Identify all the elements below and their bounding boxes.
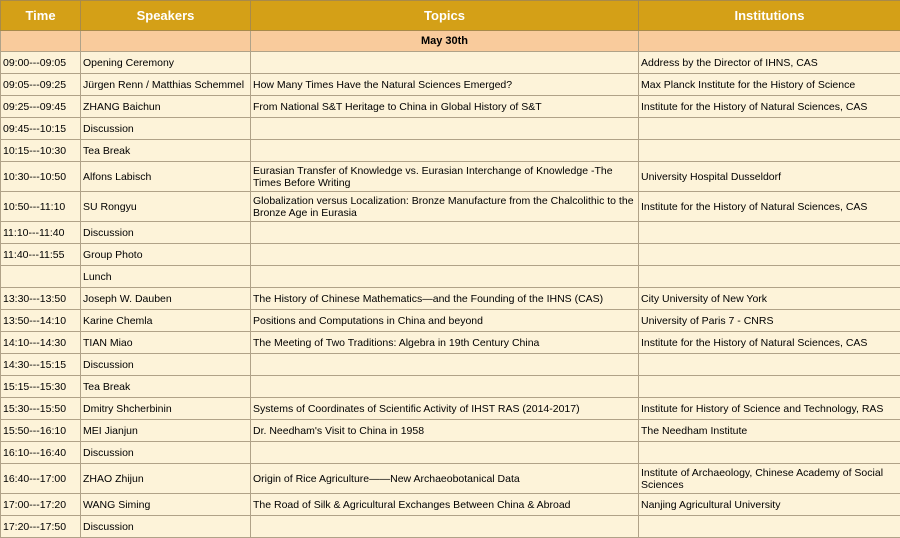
cell-topic: From National S&T Heritage to China in Global History of S&T <box>251 96 639 118</box>
cell-time: 17:00---17:20 <box>1 494 81 516</box>
cell-time: 11:40---11:55 <box>1 244 81 266</box>
cell-institution: Institute of Archaeology, Chinese Academy of Social Sciences <box>639 464 900 494</box>
cell-institution: The Needham Institute <box>639 420 900 442</box>
cell-institution <box>639 266 900 288</box>
cell-time: 17:20---17:50 <box>1 516 81 538</box>
cell-topic: Origin of Rice Agriculture——New Archaeobotanical Data <box>251 464 639 494</box>
cell-speaker: Dmitry Shcherbinin <box>81 398 251 420</box>
cell-speaker: ZHAO Zhijun <box>81 464 251 494</box>
cell-topic: Globalization versus Localization: Bronze Manufacture from the Chalcolithic to the Bronze Age in Eurasia <box>251 192 639 222</box>
cell-topic <box>251 140 639 162</box>
date-spacer-time <box>1 31 81 52</box>
cell-institution: Max Planck Institute for the History of Science <box>639 74 900 96</box>
cell-institution: City University of New York <box>639 288 900 310</box>
cell-time: 14:10---14:30 <box>1 332 81 354</box>
table-row <box>1 376 900 398</box>
cell-time: 09:00---09:05 <box>1 52 81 74</box>
cell-time: 11:10---11:40 <box>1 222 81 244</box>
cell-time: 15:15---15:30 <box>1 376 81 398</box>
cell-time: 10:50---11:10 <box>1 192 81 222</box>
cell-topic: The Meeting of Two Traditions: Algebra in 19th Century China <box>251 332 639 354</box>
cell-speaker: Opening Ceremony <box>81 52 251 74</box>
cell-institution: Institute for the History of Natural Sciences, CAS <box>639 192 900 222</box>
cell-institution: Institute for the History of Natural Sciences, CAS <box>639 96 900 118</box>
cell-time: 10:30---10:50 <box>1 162 81 192</box>
cell-time: 13:50---14:10 <box>1 310 81 332</box>
cell-speaker: SU Rongyu <box>81 192 251 222</box>
cell-time: 16:10---16:40 <box>1 442 81 464</box>
cell-topic: The History of Chinese Mathematics—and the Founding of the IHNS (CAS) <box>251 288 639 310</box>
table-row <box>1 52 900 74</box>
cell-speaker: ZHANG Baichun <box>81 96 251 118</box>
cell-topic <box>251 222 639 244</box>
cell-speaker: Discussion <box>81 516 251 538</box>
table-row <box>1 310 900 332</box>
cell-time: 09:25---09:45 <box>1 96 81 118</box>
cell-speaker: MEI Jianjun <box>81 420 251 442</box>
table-row <box>1 96 900 118</box>
cell-time: 09:05---09:25 <box>1 74 81 96</box>
table-row <box>1 244 900 266</box>
cell-speaker: Jürgen Renn / Matthias Schemmel <box>81 74 251 96</box>
cell-institution <box>639 244 900 266</box>
cell-time <box>1 266 81 288</box>
table-row <box>1 354 900 376</box>
table-row <box>1 118 900 140</box>
cell-speaker: Lunch <box>81 266 251 288</box>
cell-time: 14:30---15:15 <box>1 354 81 376</box>
cell-speaker: Discussion <box>81 354 251 376</box>
cell-time: 10:15---10:30 <box>1 140 81 162</box>
cell-speaker: Alfons Labisch <box>81 162 251 192</box>
table-row <box>1 192 900 222</box>
cell-topic <box>251 52 639 74</box>
cell-institution: University of Paris 7 - CNRS <box>639 310 900 332</box>
cell-speaker: WANG Siming <box>81 494 251 516</box>
cell-speaker: Tea Break <box>81 140 251 162</box>
cell-speaker: TIAN Miao <box>81 332 251 354</box>
cell-institution <box>639 442 900 464</box>
header-topics: Topics <box>251 1 639 31</box>
date-row <box>1 31 900 52</box>
table-row <box>1 464 900 494</box>
cell-institution: Institute for the History of Natural Sciences, CAS <box>639 332 900 354</box>
cell-time: 13:30---13:50 <box>1 288 81 310</box>
cell-topic <box>251 266 639 288</box>
cell-topic: Positions and Computations in China and beyond <box>251 310 639 332</box>
cell-topic <box>251 516 639 538</box>
table-row <box>1 442 900 464</box>
table-row <box>1 516 900 538</box>
cell-topic: Eurasian Transfer of Knowledge vs. Eurasian Interchange of Knowledge -The Times Before Writing <box>251 162 639 192</box>
table-row <box>1 398 900 420</box>
cell-speaker: Tea Break <box>81 376 251 398</box>
cell-speaker: Group Photo <box>81 244 251 266</box>
cell-institution: Nanjing Agricultural University <box>639 494 900 516</box>
header-institutions: Institutions <box>639 1 900 31</box>
cell-institution <box>639 376 900 398</box>
header-time: Time <box>1 1 81 31</box>
cell-speaker: Discussion <box>81 222 251 244</box>
cell-topic <box>251 376 639 398</box>
cell-institution <box>639 516 900 538</box>
table-row <box>1 494 900 516</box>
cell-topic: How Many Times Have the Natural Sciences Emerged? <box>251 74 639 96</box>
table-row <box>1 162 900 192</box>
cell-speaker: Discussion <box>81 442 251 464</box>
cell-time: 15:30---15:50 <box>1 398 81 420</box>
table-row <box>1 74 900 96</box>
cell-speaker: Joseph W. Dauben <box>81 288 251 310</box>
cell-speaker: Karine Chemla <box>81 310 251 332</box>
cell-institution: University Hospital Dusseldorf <box>639 162 900 192</box>
date-label: May 30th <box>251 31 639 52</box>
table-row <box>1 420 900 442</box>
table-row <box>1 266 900 288</box>
cell-institution <box>639 118 900 140</box>
cell-topic <box>251 354 639 376</box>
table-row <box>1 332 900 354</box>
date-spacer-institution <box>639 31 900 52</box>
cell-topic: Dr. Needham's Visit to China in 1958 <box>251 420 639 442</box>
table-row <box>1 222 900 244</box>
cell-institution: Institute for History of Science and Technology, RAS <box>639 398 900 420</box>
date-spacer-speaker <box>81 31 251 52</box>
cell-institution <box>639 140 900 162</box>
cell-topic <box>251 244 639 266</box>
cell-speaker: Discussion <box>81 118 251 140</box>
cell-time: 15:50---16:10 <box>1 420 81 442</box>
cell-topic: The Road of Silk & Agricultural Exchanges Between China & Abroad <box>251 494 639 516</box>
cell-institution: Address by the Director of IHNS, CAS <box>639 52 900 74</box>
cell-topic <box>251 442 639 464</box>
cell-time: 09:45---10:15 <box>1 118 81 140</box>
header-speakers: Speakers <box>81 1 251 31</box>
cell-topic: Systems of Coordinates of Scientific Activity of IHST RAS (2014-2017) <box>251 398 639 420</box>
table-row <box>1 288 900 310</box>
cell-topic <box>251 118 639 140</box>
table-row <box>1 140 900 162</box>
cell-institution <box>639 222 900 244</box>
header-row <box>1 1 900 31</box>
cell-institution <box>639 354 900 376</box>
cell-time: 16:40---17:00 <box>1 464 81 494</box>
